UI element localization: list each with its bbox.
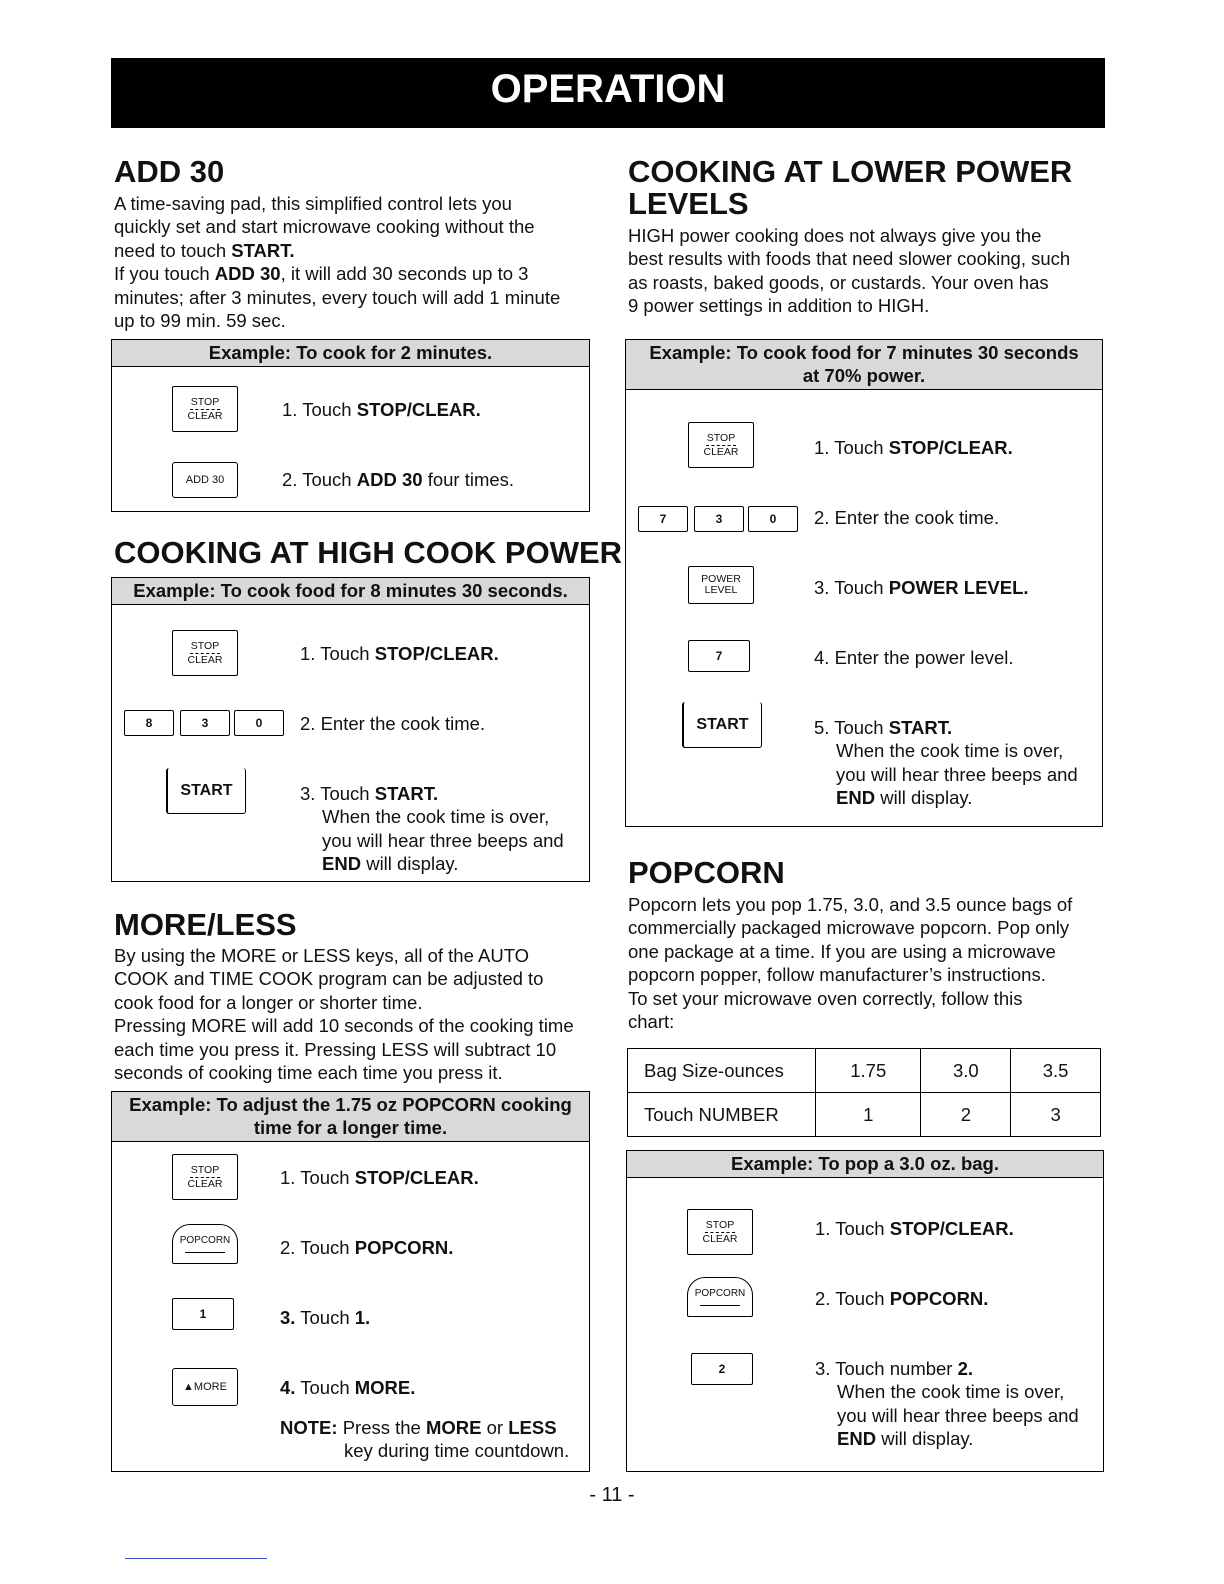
popcorn-example-box — [626, 1150, 1104, 1472]
more-less-description: By using the MORE or LESS keys, all of the AUTO COOK and TIME COOK program can be adjusted to cook food for a longer or shorter time. Pressing MORE will add 10 seconds of the cooking time each time you press it. Pressing LESS will subtract 10 seconds of cooking time each time you press it. — [114, 945, 574, 1084]
high-power-step-2: 2. Enter the cook time. — [300, 713, 486, 734]
table-row — [628, 1093, 1101, 1137]
more-less-note: NOTE: Press the MORE or LESS key during time countdown. — [280, 1417, 570, 1462]
footer-rule — [125, 1558, 267, 1559]
add30-step-2: 2. Touch ADD 30 four times. — [282, 469, 515, 490]
add30-example-heading: Example: To cook for 2 minutes. — [112, 340, 589, 367]
more-less-step-4: 4. Touch MORE. — [280, 1377, 416, 1398]
popcorn-key-icon: POPCORN — [687, 1277, 753, 1317]
add30-step-1: 1. Touch STOP/CLEAR. — [282, 399, 481, 420]
lower-power-step-2: 2. Enter the cook time. — [814, 507, 1000, 528]
table-cell: 1.75 — [816, 1049, 921, 1093]
table-cell: 3 — [1011, 1093, 1101, 1137]
lower-power-step-5: 5. Touch START. When the cook time is over, you will hear three beeps and END will display. — [814, 717, 1078, 809]
more-less-example-heading: Example: To adjust the 1.75 oz POPCORN cooking time for a longer time. — [112, 1092, 589, 1142]
number-0-key-icon: 0 — [234, 710, 284, 736]
number-0-key-icon: 0 — [748, 506, 798, 532]
number-3-key-icon: 3 — [180, 710, 230, 736]
number-3-key-icon: 3 — [694, 506, 744, 532]
number-2-key-icon: 2 — [691, 1353, 753, 1385]
lower-power-section — [628, 156, 1108, 318]
start-key-icon: START — [166, 768, 246, 814]
more-less-step-2: 2. Touch POPCORN. — [280, 1237, 454, 1258]
stop-clear-key-icon: STOP CLEAR — [172, 630, 238, 676]
more-less-section — [114, 909, 594, 1084]
popcorn-description: Popcorn lets you pop 1.75, 3.0, and 3.5 ounce bags of commercially packaged microwave popcorn. Pop only one package at a time. If you are using a microwave popcorn popper, follow manufacturer’s instructions. To set your microwave oven correctly, follow this chart: — [628, 894, 1073, 1033]
more-less-step-1: 1. Touch STOP/CLEAR. — [280, 1167, 479, 1188]
table-cell: 3.0 — [921, 1049, 1011, 1093]
popcorn-chart-table — [627, 1048, 1101, 1137]
stop-clear-key-icon: STOP CLEAR — [172, 386, 238, 432]
more-less-example-box — [111, 1091, 590, 1472]
add30-description: A time-saving pad, this simplified control lets you quickly set and start microwave cooking without the need to touch START. If you touch ADD 30, it will add 30 seconds up to 3 minutes; after 3 minutes, every touch will add 1 minute up to 99 min. 59 sec. — [114, 193, 561, 332]
lower-power-step-3: 3. Touch POWER LEVEL. — [814, 577, 1029, 598]
number-7-key-icon: 7 — [688, 640, 750, 672]
stop-clear-key-icon: STOP CLEAR — [172, 1154, 238, 1200]
number-7-key-icon: 7 — [638, 506, 688, 532]
add30-title: ADD 30 — [114, 154, 225, 189]
popcorn-section — [628, 857, 1108, 1033]
add30-example-box — [111, 339, 590, 512]
table-cell: 3.5 — [1011, 1049, 1101, 1093]
lower-power-example-box — [625, 339, 1103, 827]
high-power-example-box — [111, 577, 590, 882]
page-number: - 11 - — [589, 1484, 635, 1506]
table-cell: 2 — [921, 1093, 1011, 1137]
number-8-key-icon: 8 — [124, 710, 174, 736]
popcorn-step-1: 1. Touch STOP/CLEAR. — [815, 1218, 1014, 1239]
table-cell: 1 — [816, 1093, 921, 1137]
stop-clear-key-icon: STOP CLEAR — [688, 422, 754, 468]
more-key-icon: ▲MORE — [172, 1368, 238, 1406]
popcorn-step-3: 3. Touch number 2. When the cook time is over, you will hear three beeps and END will display. — [815, 1358, 1079, 1450]
table-row — [628, 1049, 1101, 1093]
popcorn-step-2: 2. Touch POPCORN. — [815, 1288, 989, 1309]
table-cell: Touch NUMBER — [628, 1093, 816, 1137]
lower-power-step-1: 1. Touch STOP/CLEAR. — [814, 437, 1013, 458]
stop-clear-key-icon: STOP CLEAR — [687, 1209, 753, 1255]
high-power-step-1: 1. Touch STOP/CLEAR. — [300, 643, 499, 664]
table-cell: Bag Size-ounces — [628, 1049, 816, 1093]
more-less-title: MORE/LESS — [114, 907, 297, 942]
add30-section — [114, 156, 594, 332]
add30-key-icon: ADD 30 — [172, 462, 238, 498]
lower-power-step-4: 4. Enter the power level. — [814, 647, 1014, 668]
lower-power-title: COOKING AT LOWER POWER LEVELS — [628, 154, 1073, 221]
start-key-icon: START — [682, 702, 762, 748]
section-banner: OPERATION — [111, 58, 1105, 128]
popcorn-title: POPCORN — [628, 855, 785, 890]
high-power-step-3: 3. Touch START. When the cook time is over, you will hear three beeps and END will display. — [300, 783, 564, 875]
more-less-step-3: 3. Touch 1. — [280, 1307, 371, 1328]
number-1-key-icon: 1 — [172, 1298, 234, 1330]
high-power-title: COOKING AT HIGH COOK POWER — [114, 535, 623, 570]
popcorn-example-heading: Example: To pop a 3.0 oz. bag. — [627, 1151, 1103, 1178]
high-power-example-heading: Example: To cook food for 8 minutes 30 seconds. — [112, 578, 589, 605]
power-level-key-icon: POWER LEVEL — [688, 566, 754, 604]
popcorn-key-icon: POPCORN — [172, 1224, 238, 1264]
lower-power-example-heading: Example: To cook food for 7 minutes 30 seconds at 70% power. — [626, 340, 1102, 390]
lower-power-description: HIGH power cooking does not always give you the best results with foods that need slower cooking, such as roasts, baked goods, or custards. Your oven has 9 power settings in addition to HIGH. — [628, 225, 1071, 317]
